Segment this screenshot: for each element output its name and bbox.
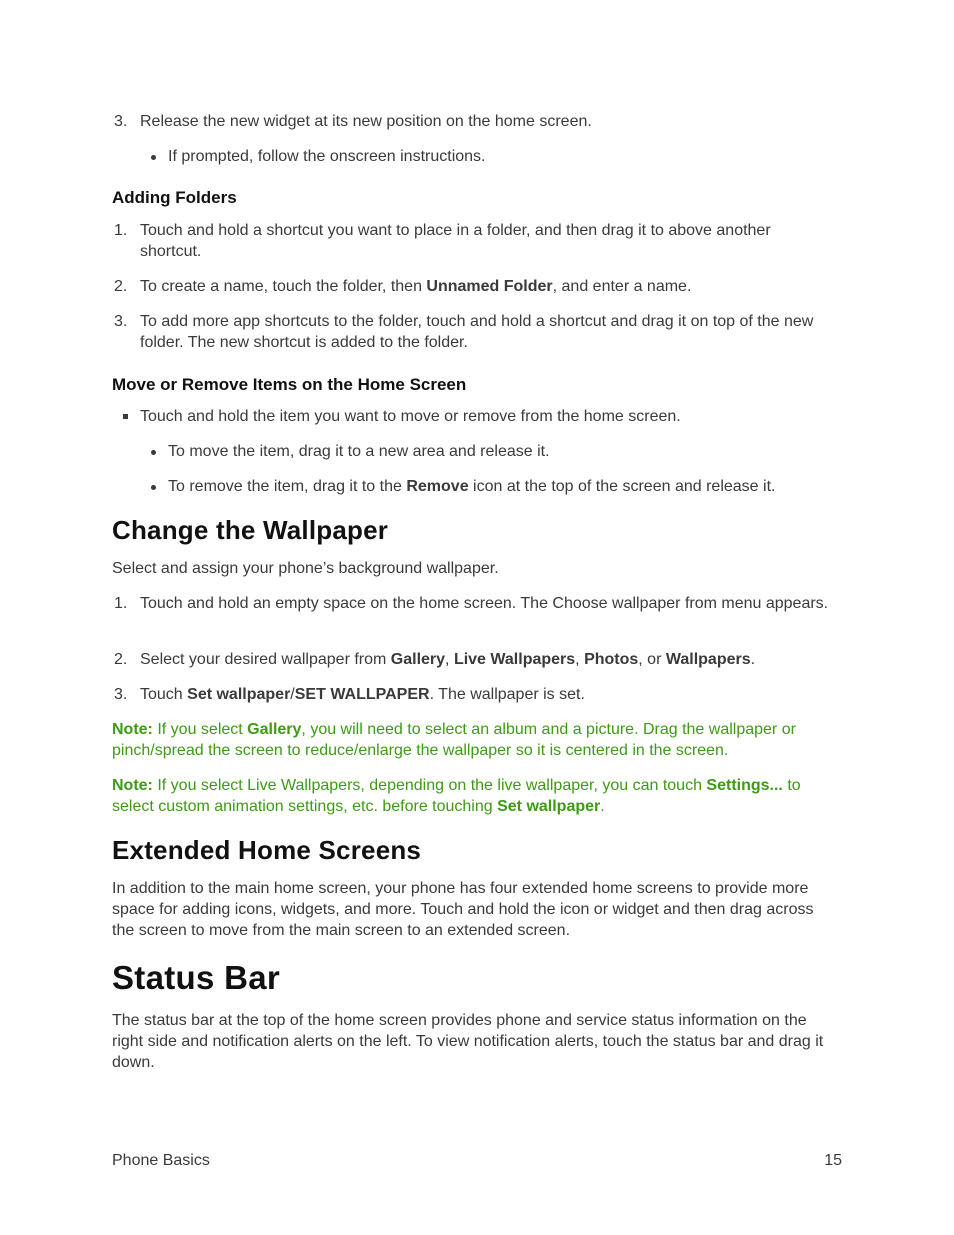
remove-item-pre: To remove the item, drag it to the (168, 478, 407, 495)
page-number: 15 (824, 1152, 842, 1169)
move-remove-main-text: Touch and hold the item you want to move or remove from the home screen. (140, 408, 681, 425)
bullet-dot (151, 485, 156, 490)
step3-post: . The wallpaper is set. (429, 686, 585, 703)
sep: , or (638, 651, 666, 668)
folder-step-2-text (140, 276, 691, 297)
set-wallpaper-caps-label: SET WALLPAPER (294, 686, 430, 703)
wallpapers-label: Wallpapers (665, 651, 751, 668)
note1-post: , you will need to select an album and a picture. Drag the wallpaper or pinch/spread the screen to reduce/enlarge the wallpaper so it is centered in the screen. (112, 721, 796, 759)
wallpaper-step-3-text (140, 684, 585, 705)
folder-step-2-pre: To create a name, touch the folder, then (140, 278, 427, 295)
step-release-text: Release the new widget at its new position on the home screen. (140, 113, 592, 130)
step3-pre: Touch (140, 686, 188, 703)
step2-pre: Select your desired wallpaper from (140, 651, 391, 668)
note-label: Note: (112, 721, 153, 738)
unnamed-folder-label: Unnamed Folder (426, 278, 553, 295)
note-label: Note: (112, 777, 153, 794)
gallery-label: Gallery (247, 721, 302, 738)
sep: , (575, 651, 585, 668)
wallpaper-intro: Select and assign your phone’s background wallpaper. (112, 560, 499, 577)
folder-step-2-post: , and enter a name. (552, 278, 692, 295)
adding-folders-heading: Adding Folders (112, 188, 237, 207)
folder-step-3-text: To add more app shortcuts to the folder, touch and hold a shortcut and drag it on top of the new folder. The new shortcut is added to the folder. (140, 313, 814, 351)
change-wallpaper-heading: Change the Wallpaper (112, 515, 389, 545)
sep: / (290, 686, 295, 703)
sep: . (600, 798, 605, 815)
wallpaper-step-1-text: Touch and hold an empty space on the home screen. The Choose wallpaper from menu appears. (140, 595, 829, 612)
remove-label: Remove (406, 478, 469, 495)
bullet-dot (151, 450, 156, 455)
note-live-wallpapers (112, 775, 832, 817)
set-wallpaper-label: Set wallpaper (187, 686, 291, 703)
step-number: 2. (114, 651, 128, 668)
settings-label: Settings... (706, 777, 783, 794)
step-number: 3. (114, 313, 128, 330)
remove-item-post: icon at the top of the screen and release it. (468, 478, 776, 495)
step-number: 2. (114, 278, 128, 295)
sep: . (750, 651, 756, 668)
bullet-square (123, 414, 128, 419)
folder-step-1-text: Touch and hold a shortcut you want to place in a folder, and then drag it to above another shortcut. (140, 222, 771, 260)
live-wallpapers-label: Live Wallpapers (453, 651, 576, 668)
wallpaper-step-2-text (140, 649, 755, 670)
remove-item-text (168, 476, 775, 497)
footer-section: Phone Basics (112, 1152, 210, 1169)
move-remove-heading: Move or Remove Items on the Home Screen (112, 375, 467, 394)
note1-pre: If you select (152, 721, 248, 738)
status-bar-body: The status bar at the top of the home screen provides phone and service status information on the right side and notification alerts on the left. To view notification alerts, touch the status bar and drag it down. (112, 1012, 824, 1071)
status-bar-heading: Status Bar (112, 959, 281, 996)
move-item-text: To move the item, drag it to a new area and release it. (168, 443, 550, 460)
extended-home-screens-heading: Extended Home Screens (112, 835, 422, 865)
set-wallpaper-label: Set wallpaper (497, 798, 601, 815)
step-number: 1. (114, 222, 128, 239)
note-gallery (112, 719, 832, 761)
note2-pre: If you select Live Wallpapers, depending on the live wallpaper, you can touch (152, 777, 707, 794)
step-number: 3. (114, 686, 128, 703)
sep: , (445, 651, 454, 668)
step-number: 3. (114, 113, 128, 130)
bullet-dot (151, 155, 156, 160)
step-number: 1. (114, 595, 128, 612)
note2-mid: to select custom animation settings, etc. before touching (112, 777, 801, 815)
extended-body: In addition to the main home screen, your phone has four extended home screens to provide more space for adding icons, widgets, and more. Touch and hold the icon or widget and then drag across the screen to move from the main screen to an extended screen. (112, 880, 814, 939)
photos-label: Photos (584, 651, 639, 668)
gallery-label: Gallery (390, 651, 446, 668)
bullet-prompted-text: If prompted, follow the onscreen instructions. (168, 148, 486, 165)
